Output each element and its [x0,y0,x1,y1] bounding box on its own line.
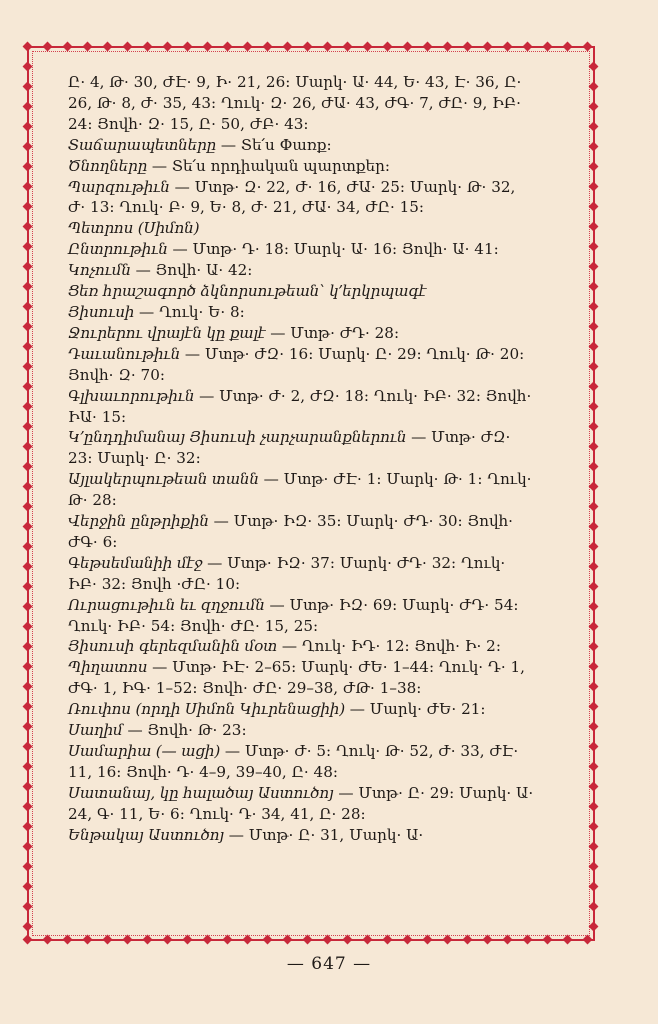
index-entry: Յիսուսի գերեզմանին մօտ — Ղուկ· ԻԴ· 12: Յովհ· Ի· 2: [68,637,501,656]
index-entry: Սատանայ, կը հալածայ Աստուծոյ — Մտթ· Ը· 29: Մարկ· Ա· 24, Գ· 11, Ե· 6: Ղուկ· Դ· 34, 41, Ը· 28: [68,783,534,823]
index-entry: Սամարիա (— ացի) — Մտթ· Ժ· 5: Ղուկ· Թ· 52, Ժ· 33, ԺԷ· 11, 16: Յովհ· Դ· 4–9, 39–40, Ը· 48: [68,742,519,781]
page-number: — 647 — [286,954,372,974]
index-entry: Ջուրերու վրայէն կը քալէ — Մտթ· ԺԴ· 28: [68,323,400,342]
index-entry: Ռուփոս (որդի Սիմոն Կիւրենացիի) — Մարկ· ԺԵ· 21: [68,700,486,719]
index-entry: Դաւանութիւն — Մտթ· ԺԶ· 16: Մարկ· Ը· 29: Ղուկ· Թ· 20: Յովհ· Զ· 70: [68,344,525,384]
index-entry: Ընտրութիւն — Մտթ· Դ· 18: Մարկ· Ա· 16: Յովհ· Ա· 41: [68,240,499,259]
index-entry: Յիսուսի — Ղուկ· Ե· 8: [68,302,245,321]
index-entry: Կոչումն — Յովհ· Ա· 42: [68,261,253,280]
index-entry: Վերջին ընթրիքին — Մտթ· ԻԶ· 35: Մարկ· ԺԴ· 30: Յովհ· ԺԳ· 6: [68,512,513,551]
index-entry: Տաճարապետները — Տե՛ս Փառք: [68,135,332,154]
index-entry: Գեթսեմանիի մէջ — Մտթ· ԻԶ· 37: Մարկ· ԺԴ· 32: Ղուկ· ԻԲ· 32: Յովհ ·ԺԸ· 10: [68,553,506,593]
index-entry: Պարզութիւն — Մտթ· Զ· 22, Ժ· 16, ԺԱ· 25: Մարկ· Թ· 32, Ժ· 13: Ղուկ· Բ· 9, Ե· 8, Ժ· 21, ԺԱ· 34, ԺԸ· 15: [68,177,516,217]
index-entry: Ենթակայ Աստուծոյ — Մտթ· Ը· 31, Մարկ· Ա· [68,825,424,844]
index-entry: Ծնողները — Տե՛ս որդիական պարտքեր: [68,156,390,175]
index-entry: Սաղիմ — Յովհ· Թ· 23: [68,721,247,740]
index-entry: Գլխաւորութիւն — Մտթ· Ժ· 2, ԺԶ· 18: Ղուկ· ԻԲ· 32: Յովհ· ԻԱ· 15: [68,386,532,426]
index-entry: Պիղատոս — Մտթ· ԻԷ· 2–65: Մարկ· ԺԵ· 1–44: Ղուկ· Դ· 1, ԺԳ· 1, ԻԳ· 1–52: Յովհ· ԺԸ· 29–38, ԺԹ· 1–38: [68,658,525,698]
index-entry: Ցեռ հրաշագործ ձկնորսութեան՝ կ՚երկրպագէ [68,282,427,301]
index-text [68,72,534,846]
index-entry: Պետրոս (Սիմոն) [68,219,200,238]
index-entry: Կ՚ընդդիմանայ Յիսուսի չարչարանքներուն — Մտթ· ԺԶ· 23: Մարկ· Ը· 32: [68,428,511,468]
index-entry: Ուրացութիւն եւ զղջումն — Մտթ· ԻԶ· 69: Մարկ· ԺԴ· 54: Ղուկ· ԻԲ· 54: Յովհ· ԺԸ· 15, 25: [68,595,519,635]
index-entry: Այլակերպութեան տանն — Մտթ· ԺԷ· 1: Մարկ· Թ· 1: Ղուկ· Թ· 28: [68,470,532,510]
index-entry: Ը· 4, Թ· 30, ԺԷ· 9, Ի· 21, 26: Մարկ· Ա· 44, Ե· 43, Է· 36, Ը· 26, Թ· 8, Ժ· 35, 43: Ղուկ· Զ· 26, ԺԱ· 43, ԺԳ· 7, ԺԸ· 9, ԻԲ· 24: Յովհ· Զ· 15, Ը· 50, ԺԲ· 43: [68,73,522,133]
